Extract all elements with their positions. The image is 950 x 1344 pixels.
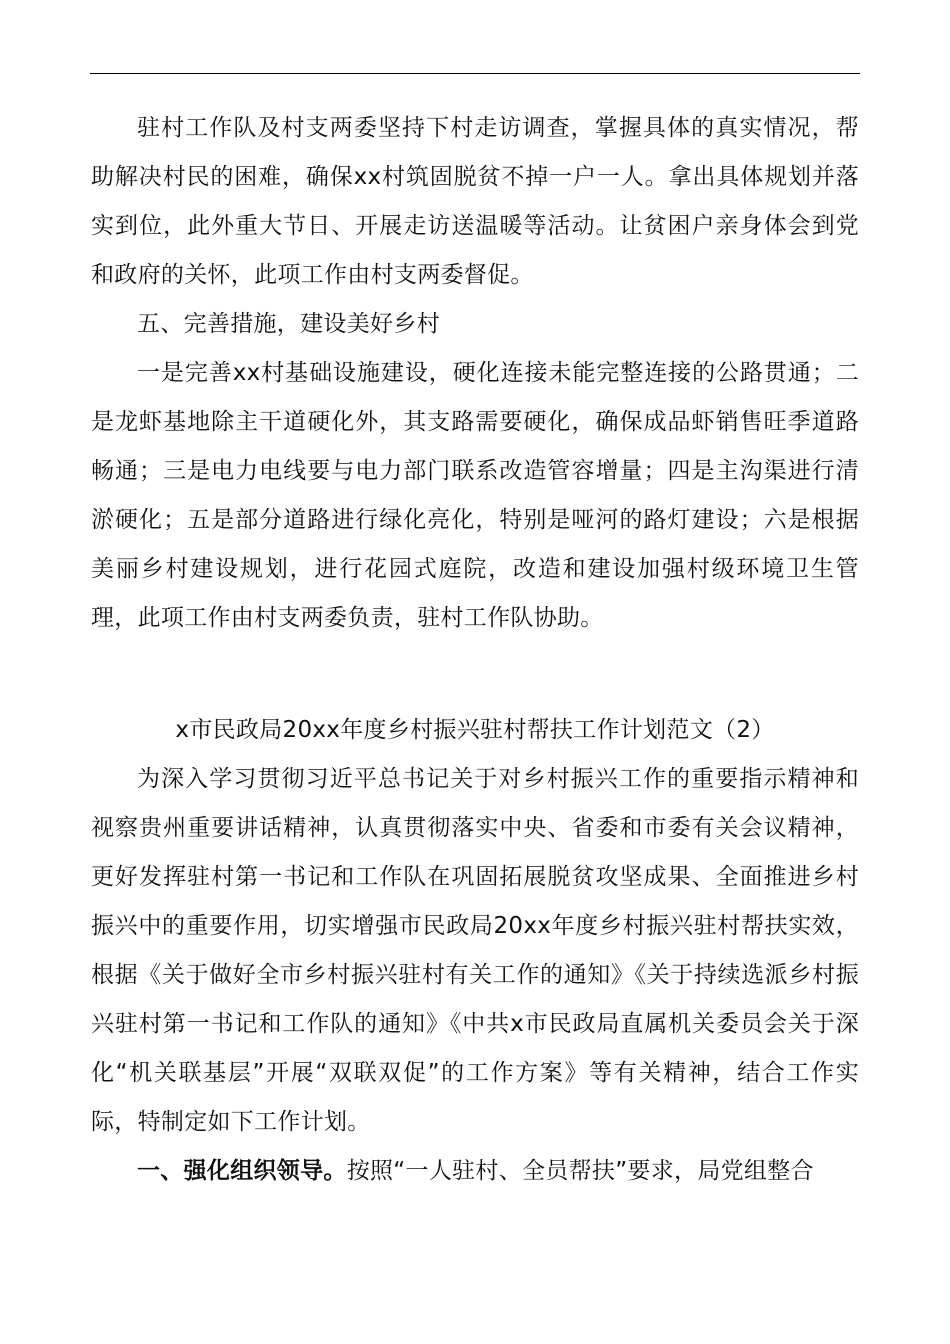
document-body	[91, 104, 859, 1196]
paragraph-item-one	[91, 1147, 859, 1196]
document-title: x市民政局20xx年度乡村振兴驻村帮扶工作计划范文（2）	[175, 717, 775, 743]
heading-section-five: 五、完善措施，建设美好乡村	[137, 311, 440, 337]
paragraph-intro: 为深入学习贯彻习近平总书记关于对乡村振兴工作的重要指示精神和视察贵州重要讲话精神，认真贯彻落实中央、省委和市委有关会议精神，更好发挥驻村第一书记和工作队在巩固拓展脱贫攻坚成果、全面推进乡村振兴中的重要作用，切实增强市民政局20xx年度乡村振兴驻村帮扶实效，根据《关于做好全市乡村振兴驻村有关工作的通知》《关于持续选派乡村振兴驻村第一书记和工作队的通知》《中共x市民政局直属机关委员会关于深化“机关联基层”开展“双联双促”的工作方案》等有关精神，结合工作实际，特制定如下工作计划。	[91, 766, 859, 1135]
paragraph-infrastructure: 一是完善xx村基础设施建设，硬化连接未能完整连接的公路贯通；二是龙虾基地除主干道硬化外，其支路需要硬化，确保成品虾销售旺季道路畅通；三是电力电线要与电力部门联系改造管容增量；四是主沟渠进行清淤硬化；五是部分道路进行绿化亮化，特别是哑河的路灯建设；六是根据美丽乡村建设规划，进行花园式庭院，改造和建设加强村级环境卫生管理，此项工作由村支两委负责，驻村工作队协助。	[91, 360, 859, 631]
item-one-text: 按照“一人驻村、全员帮扶”要求，局党组整合	[346, 1158, 814, 1184]
item-one-heading: 一、强化组织领导。	[137, 1158, 347, 1184]
header-rule	[90, 73, 860, 74]
paragraph-visit-survey: 驻村工作队及村支两委坚持下村走访调查，掌握具体的真实情况，帮助解决村民的困难，确保xx村筑固脱贫不掉一户一人。拿出具体规划并落实到位，此外重大节日、开展走访送温暖等活动。让贫困户亲身体会到党和政府的关怀，此项工作由村支两委督促。	[91, 115, 859, 288]
